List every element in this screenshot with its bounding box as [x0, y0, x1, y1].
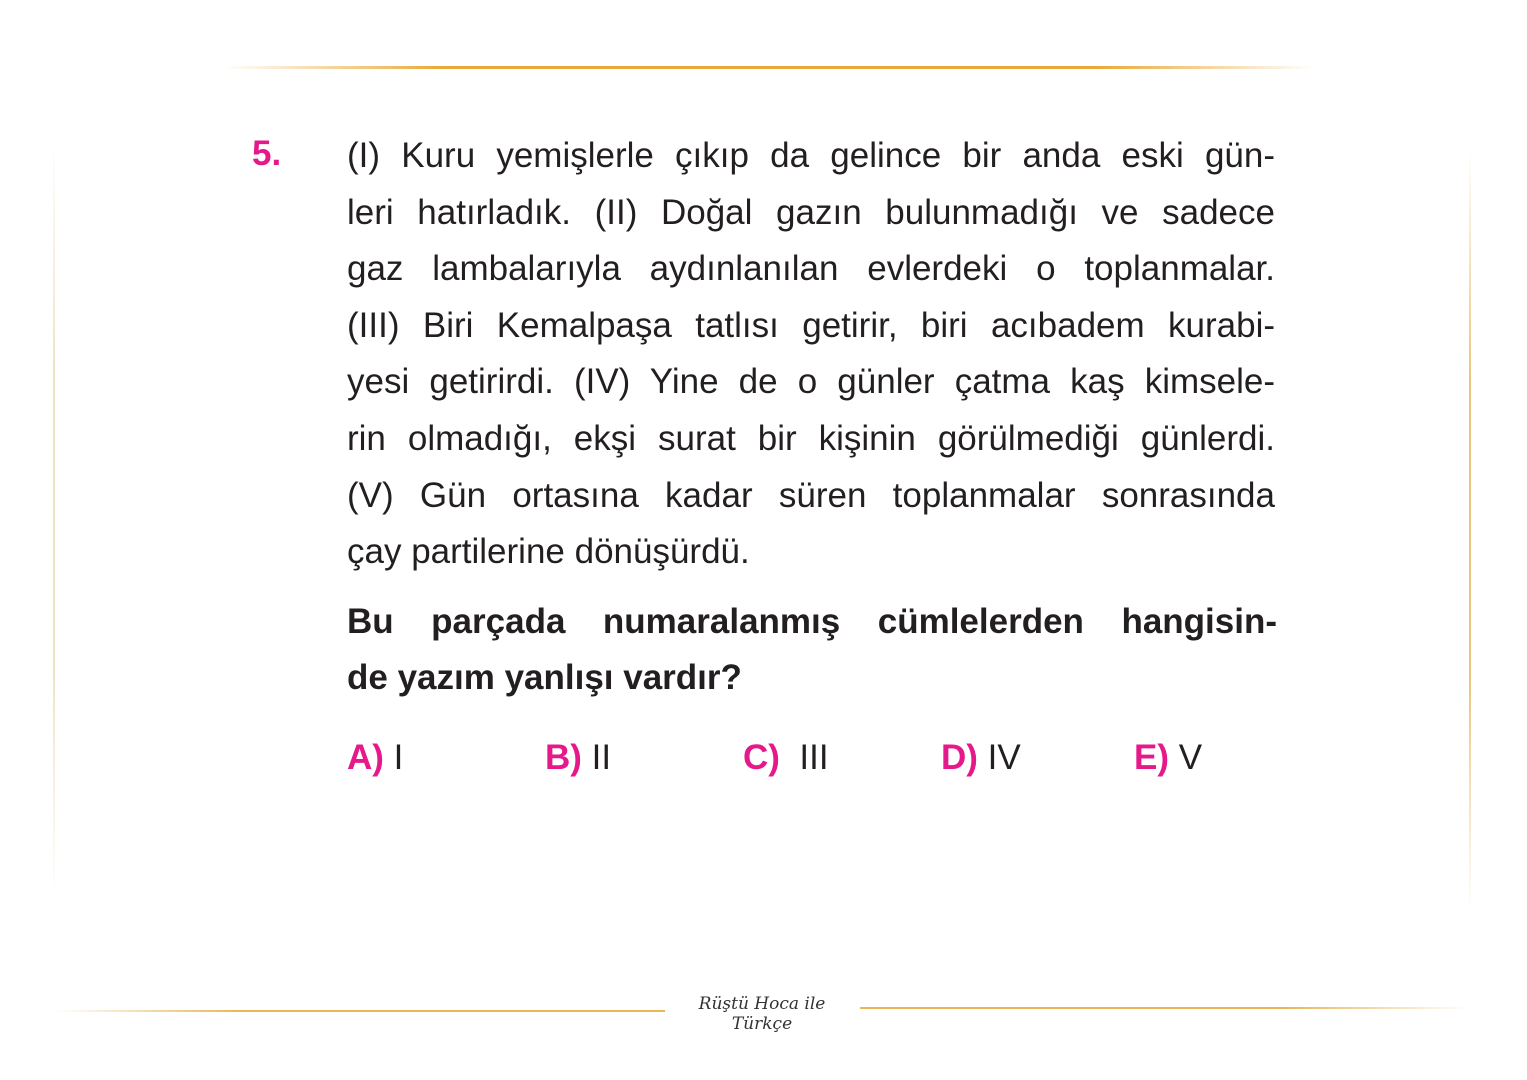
- passage-line: leri hatırladık. (II) Doğal gazın bulunmadığı ve sadece: [347, 192, 1275, 232]
- footer-divider-left: [55, 1010, 665, 1012]
- left-border: [53, 140, 55, 900]
- passage-line: gaz lambalarıyla aydınlanılan evlerdeki o toplanmalar.: [347, 249, 1275, 289]
- option-text: III: [799, 738, 829, 777]
- option-letter: E): [1134, 738, 1169, 777]
- passage-line: (III) Biri Kemalpaşa tatlısı getirir, biri acıbadem kurabi-: [347, 305, 1275, 345]
- option-text: V: [1178, 738, 1203, 777]
- passage: [347, 128, 1275, 581]
- passage-line: yesi getirirdi. (IV) Yine de o günler çatma kaş kimsele-: [347, 362, 1275, 402]
- option-a[interactable]: [347, 738, 403, 778]
- passage-line: (V) Gün ortasına kadar süren toplanmalar sonrasında: [347, 475, 1275, 515]
- option-text: IV: [987, 738, 1021, 777]
- option-text: II: [591, 738, 612, 777]
- option-text: I: [393, 738, 404, 777]
- option-letter: B): [545, 738, 582, 777]
- passage-line: (I) Kuru yemişlerle çıkıp da gelince bir anda eski gün-: [347, 136, 1275, 175]
- footer-divider-right: [860, 1007, 1470, 1009]
- question-line: Bu parçada numaralanmış cümlelerden hangisin-: [347, 602, 1277, 641]
- footer-signature: Rüştü Hoca ile Türkçe: [698, 994, 826, 1034]
- passage-line: çay partilerine dönüşürdü.: [347, 532, 750, 572]
- top-divider: [225, 66, 1315, 69]
- option-d[interactable]: [941, 738, 1021, 778]
- option-letter: C): [743, 738, 780, 777]
- passage-line: rin olmadığı, ekşi surat bir kişinin görülmediği günlerdi.: [347, 418, 1275, 458]
- option-c[interactable]: [743, 738, 829, 778]
- question-stem: [347, 594, 1277, 706]
- option-e[interactable]: [1134, 738, 1202, 778]
- question-line: de yazım yanlışı vardır?: [347, 658, 742, 697]
- question-number: 5.: [252, 134, 282, 173]
- option-b[interactable]: [545, 738, 611, 778]
- option-letter: A): [347, 738, 384, 777]
- right-border: [1469, 150, 1471, 910]
- option-letter: D): [941, 738, 978, 777]
